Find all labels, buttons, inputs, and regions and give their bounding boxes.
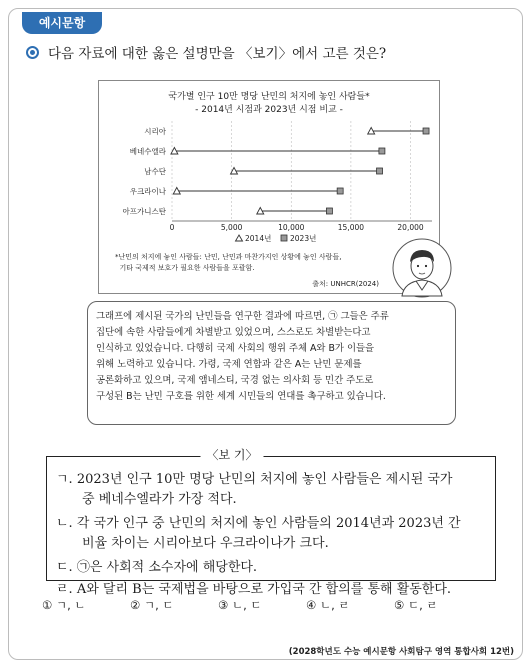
bogi-item-continuation: 중 베네수엘라가 가장 적다.: [82, 492, 237, 507]
bogi-title: 〈보 기〉: [201, 446, 264, 463]
question-text: 다음 자료에 대한 옳은 설명만을 〈보기〉에서 고른 것은?: [48, 46, 387, 62]
x-tick-label: 0: [169, 223, 175, 232]
choice-3[interactable]: ③ ㄴ, ㄷ: [218, 598, 262, 612]
student-avatar-icon: [392, 238, 452, 298]
category-label: 우크라이나: [129, 187, 166, 196]
speech-line: 구성된 B는 난민 구호를 위한 세계 시민들의 연대를 촉구하고 있습니다.: [96, 391, 386, 402]
choice-5[interactable]: ⑤ ㄷ, ㄹ: [394, 598, 438, 612]
speech-line: 집단에 속한 사람들에게 차별받고 있었으며, 스스로도 차별받는다고: [96, 327, 371, 338]
chart-subtitle: - 2014년 시점과 2023년 시점 비교 -: [195, 105, 343, 115]
bullet-icon: [26, 46, 39, 59]
point-2023: [379, 148, 385, 154]
category-label: 시리아: [144, 127, 166, 136]
bogi-item-label: ㄹ.: [56, 582, 73, 597]
x-tick-label: 10,000: [278, 223, 305, 232]
x-tick-label: 15,000: [337, 223, 365, 232]
point-2023: [377, 168, 383, 174]
speech-line: 그래프에 제시된 국가의 난민들을 연구한 결과에 따르면, ㉠ 그들은 주류: [96, 311, 389, 322]
answer-choices: [42, 597, 472, 613]
bogi-item-text: ㉠은 사회적 소수자에 해당한다.: [76, 560, 258, 575]
bogi-item-label: ㄱ.: [56, 472, 73, 487]
category-label: 베네수엘라: [129, 147, 166, 156]
choice-1[interactable]: ① ㄱ, ㄴ: [42, 598, 86, 612]
bogi-item-continuation: 비율 차이는 시리아보다 우크라이나가 크다.: [82, 536, 329, 551]
bogi-item-text: 각 국가 인구 중 난민의 처지에 놓인 사람들의 2014년과 2023년 간: [76, 516, 461, 531]
legend-2023-label: 2023년: [290, 234, 317, 243]
chart-source: 출처: UNHCR(2024): [312, 280, 379, 288]
bogi-item-text: A와 달리 B는 국제법을 바탕으로 가입국 간 합의를 통해 활동한다.: [76, 582, 452, 597]
bogi-item: [56, 512, 461, 531]
point-2023: [326, 208, 332, 214]
bogi-item: [56, 468, 453, 487]
point-2023: [337, 188, 343, 194]
speech-line: 공론화하고 있으며, 국제 앰네스티, 국경 없는 의사회 등 민간 주도로: [96, 375, 374, 386]
speech-text: [96, 309, 448, 405]
category-label: 남수단: [144, 167, 166, 176]
chart-note: [115, 252, 427, 274]
bogi-item-text: 2023년 인구 10만 명당 난민의 처지에 놓인 사람들은 제시된 국가: [76, 472, 453, 487]
source-footer: (2028학년도 수능 예시문항 사회탐구 영역 통합사회 12번): [288, 647, 514, 657]
bogi-item: [56, 578, 451, 597]
bogi-item: [56, 556, 257, 575]
chart-box: [98, 80, 440, 294]
example-tag: 예시문항: [22, 12, 102, 34]
chart-note-line: 기타 국제적 보호가 필요한 사람들을 포괄함.: [115, 264, 255, 272]
legend-2014-marker: [236, 235, 243, 241]
question-line: [26, 42, 386, 62]
legend-2023-marker: [281, 235, 287, 241]
point-2023: [423, 128, 429, 134]
x-tick-label: 5,000: [220, 223, 243, 232]
chart-title: 국가별 인구 10만 명당 난민의 처지에 놓인 사람들*: [168, 92, 370, 102]
chart-note-line: *난민의 처지에 놓인 사람들: 난민, 난민과 마찬가지인 상황에 놓인 사람들,: [115, 253, 342, 261]
speech-line: 인식하고 있었습니다. 다행히 국제 사회의 행위 주체 A와 B가 이들을: [96, 343, 375, 354]
choice-4[interactable]: ④ ㄴ, ㄹ: [306, 598, 350, 612]
speech-bubble: [87, 301, 456, 425]
speech-line: 위해 노력하고 있습니다. 가령, 국제 연합과 같은 A는 난민 문제를: [96, 359, 362, 370]
choice-2[interactable]: ② ㄱ, ㄷ: [130, 598, 174, 612]
bogi-item-label: ㄴ.: [56, 516, 73, 531]
x-tick-label: 20,000: [397, 223, 424, 232]
category-label: 아프가니스탄: [122, 207, 166, 216]
bogi-item-label: ㄷ.: [56, 560, 73, 575]
legend-2014-label: 2014년: [245, 234, 272, 243]
